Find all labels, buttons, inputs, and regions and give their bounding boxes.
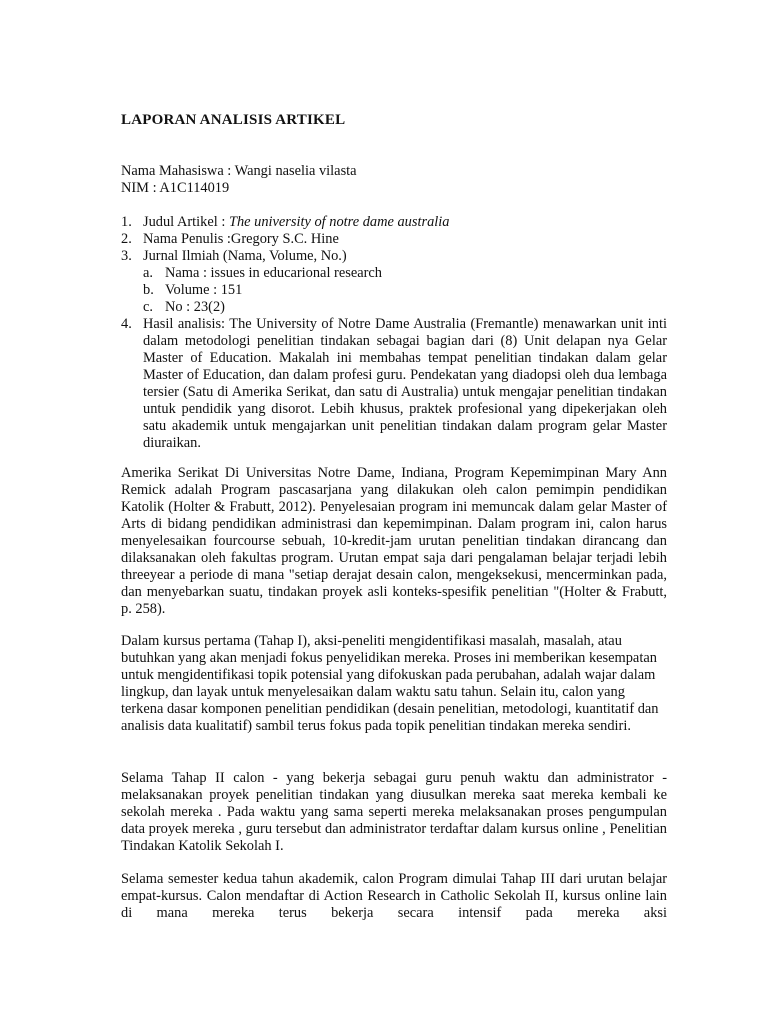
student-name-line: Nama Mahasiswa : Wangi naselia vilasta [121, 163, 357, 179]
article-title-label: Judul Artikel : [143, 214, 229, 230]
list-number: 2. [121, 231, 132, 247]
sub-list-letter: c. [143, 299, 153, 315]
list-item [121, 231, 667, 248]
analysis-text: Hasil analisis: The University of Notre Dame Australia (Fremantle) menawarkan unit inti dalam metodologi penelitian tindakan sebagai bagian dari (8) Unit delapan nya Gelar Master of Education. Makalah ini membahas tempat penelitian tindakan dalam gelar Master of Education, dan dalam profesi guru. Pendekatan yang diadopsi oleh dua lembaga tersier (Satu di Amerika Serikat, dan satu di Australia) untuk mengajar penelitian tindakan untuk pendidik yang disorot. Lebih khusus, praktek profesional yang dipekerjakan oleh satu akademik untuk mengajarkan unit penelitian tindakan dalam program gelar Master diuraikan. [143, 316, 667, 451]
journal-volume: Volume : 151 [165, 282, 243, 298]
sub-list-letter: b. [143, 282, 154, 298]
article-title-value: The university of notre dame australia [228, 214, 450, 230]
sub-list-item [121, 265, 667, 282]
document-title: LAPORAN ANALISIS ARTIKEL [121, 112, 346, 128]
list-number: 1. [121, 214, 132, 230]
sub-list-item [121, 299, 667, 316]
paragraph: Amerika Serikat Di Universitas Notre Dame, Indiana, Program Kepemimpinan Mary Ann Remick adalah Program pascasarjana yang dilakukan oleh calon pemimpin pendidikan Katolik (Holter & Frabutt, 2012). Penyelesaian program ini memuncak dalam gelar Master of Arts di bidang pendidikan administrasi dan kepemimpinan. Dalam program ini, calon harus menyelesaikan fourcourse sebuah, 10-kredit-jam urutan penelitian tindakan dirancang dan dilaksanakan oleh fakultas program. Urutan empat saja dari pengalaman belajar terjadi lebih threeyear a periode di mana "setiap derajat desain calon, mengeksekusi, mencerminkan pada, dan menyebarkan suatu, tindakan proyek asli konteks-spesifik penelitian "(Holter & Frabutt, p. 258). [121, 465, 667, 617]
numbered-list [121, 214, 667, 452]
journal-line: Jurnal Ilmiah (Nama, Volume, No.) [143, 248, 347, 264]
list-item [121, 248, 667, 265]
author-line: Nama Penulis :Gregory S.C. Hine [143, 231, 339, 247]
list-number: 3. [121, 248, 132, 264]
paragraph: Dalam kursus pertama (Tahap I), aksi-peneliti mengidentifikasi masalah, masalah, atau butuhkan yang akan menjadi fokus penyelidikan mereka. Proses ini memberikan kesempatan untuk mengidentifikasi topik potensial yang difokuskan pada perubahan, adalah wajar dalam lingkup, dan layak untuk menyelesaikan dalam waktu satu tahun. Selain itu, calon yang terkena dasar komponen penelitian pendidikan (desain penelitian, metodologi, kuantitatif dan analisis data kualitatif) sambil terus fokus pada topik penelitian tindakan mereka sendiri. [121, 633, 659, 734]
list-number: 4. [121, 316, 132, 332]
paragraph: Selama Tahap II calon - yang bekerja sebagai guru penuh waktu dan administrator - melaksanakan proyek penelitian tindakan yang diusulkan mereka saat mereka kembali ke sekolah mereka . Pada waktu yang sama seperti mereka melaksanakan proses pengumpulan data proyek mereka , guru tersebut dan administrator terdaftar dalam kursus online , Penelitian Tindakan Katolik Sekolah I. [121, 770, 667, 854]
sub-list-item [121, 282, 667, 299]
student-nim-line: NIM : A1C114019 [121, 180, 230, 196]
list-item-analysis [121, 316, 667, 452]
paragraph: Selama semester kedua tahun akademik, calon Program dimulai Tahap III dari urutan belajar empat-kursus. Calon mendaftar di Action Research in Catholic Sekolah II, kursus online lain di mana mereka terus bekerja secara intensif pada mereka aksi [121, 871, 667, 921]
list-item [121, 214, 667, 231]
journal-name: Nama : issues in educarional research [165, 265, 382, 281]
journal-number: No : 23(2) [165, 299, 225, 315]
sub-list-letter: a. [143, 265, 153, 281]
